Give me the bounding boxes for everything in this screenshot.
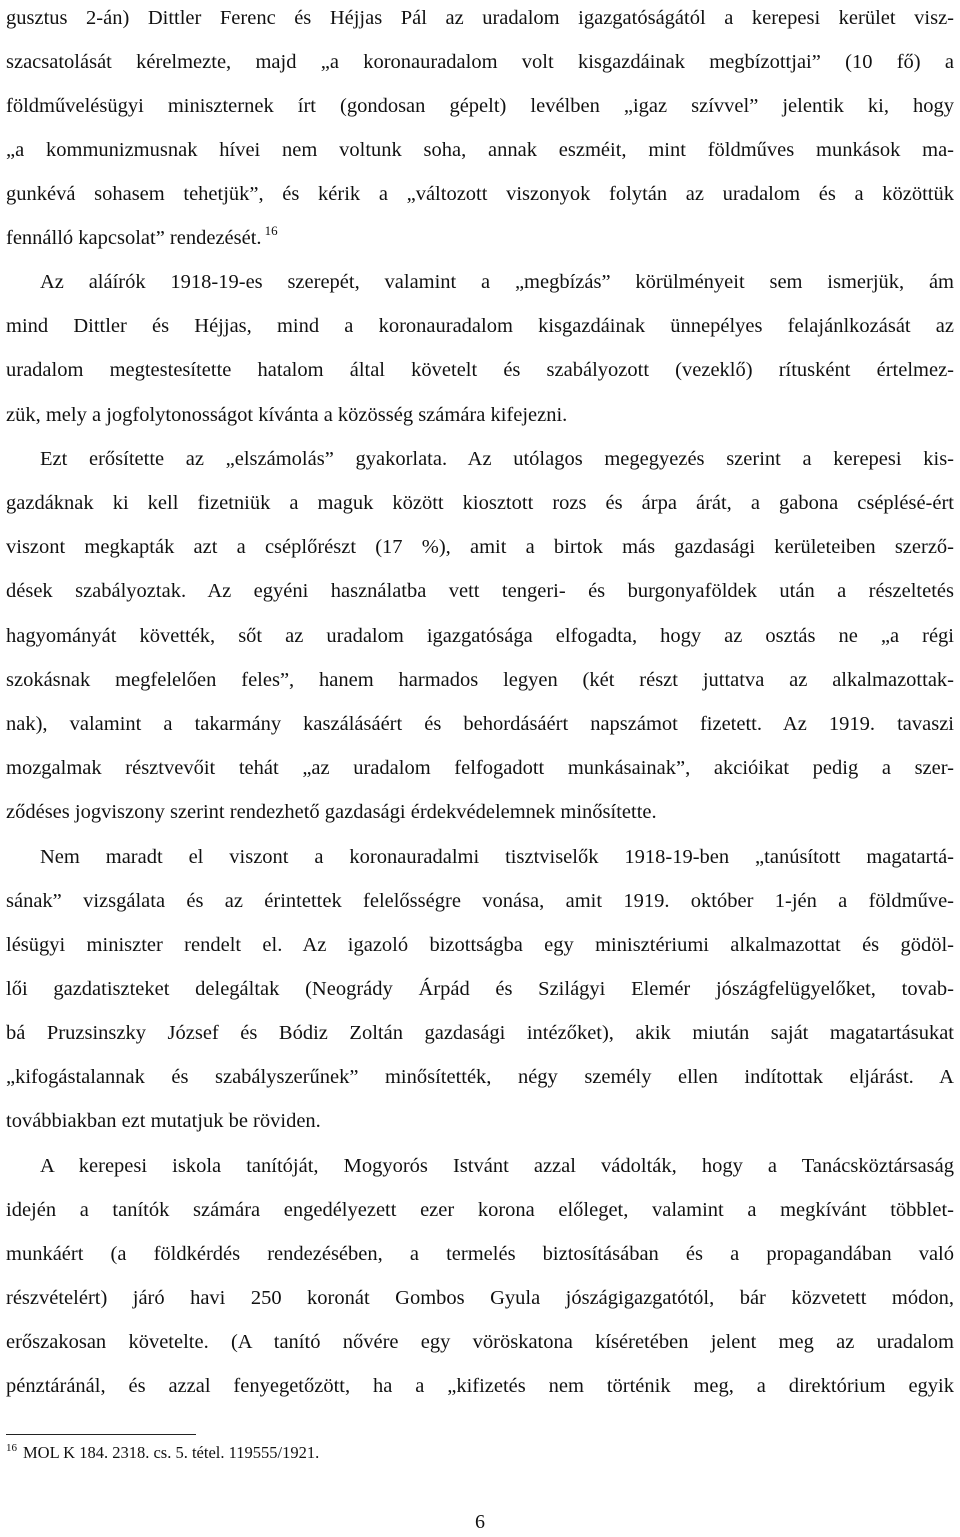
text-line: mozgalmak résztvevőit tehát „az uradalom felfogadott munkásainak”, akcióikat pedig a szer- bbox=[6, 757, 954, 779]
text-line: dések szabályoztak. Az egyéni használatba vett tengeri- és burgonyaföldek után a részeltetés bbox=[6, 580, 954, 602]
text-line: hagyományát követték, sőt az uradalom igazgatósága elfogadta, hogy az osztás ne „a régi bbox=[6, 625, 954, 647]
text-line: nak), valamint a takarmány kaszálásáért és behordásáért napszámot fizetett. Az 1919. tavaszi bbox=[6, 713, 954, 735]
text-line: gusztus 2-án) Dittler Ferenc és Héjjas Pál az uradalom igazgatóságától a kerepesi kerület visz- bbox=[6, 7, 954, 29]
text-line: zük, mely a jogfolytonosságot kívánta a közösség számára kifejezni. bbox=[6, 404, 568, 426]
text-line: uradalom megtestesítette hatalom által követelt és szabályozott (vezeklő) rítusként értelmez- bbox=[6, 359, 954, 381]
footnote-reference: 16 bbox=[264, 223, 278, 238]
text-line: munkáért (a földkérdés rendezésében, a termelés biztosításában és a propagandában való bbox=[6, 1243, 954, 1265]
text-line: Nem maradt el viszont a koronauradalmi tisztviselők 1918-19-ben „tanúsított magatartá- bbox=[40, 846, 954, 868]
text-line: „kifogástalannak és szabályszerűnek” minősítették, négy személy ellen indítottak eljárást. A bbox=[6, 1066, 954, 1088]
text-line: sának” vizsgálata és az érintettek felelősségre vonása, amit 1919. október 1-jén a földműve- bbox=[6, 890, 954, 912]
text-line: ződéses jogviszony szerint rendezhető gazdasági érdekvédelemnek minősítette. bbox=[6, 801, 657, 823]
text-line: viszont megkapták azt a cséplőrészt (17 %), amit a birtok más gazdasági kerületeiben szerző- bbox=[6, 536, 954, 558]
text-line: bá Pruzsinszky József és Bódiz Zoltán gazdasági intézőket), akik miután saját magatartásukat bbox=[6, 1022, 954, 1044]
text-line: Ezt erősítette az „elszámolás” gyakorlata. Az utólagos megegyezés szerint a kerepesi kis- bbox=[40, 448, 954, 470]
text-line: erőszakosan követelte. (A tanító nővére egy vöröskatona kíséretében jelent meg az uradalom bbox=[6, 1331, 954, 1353]
text-line: mind Dittler és Héjjas, mind a koronauradalom kisgazdáinak ünnepélyes felajánlkozását az bbox=[6, 315, 954, 337]
text-line: lői gazdatiszteket delegáltak (Neogrády Árpád és Szilágyi Elemér jószágfelügyelőket, tovab- bbox=[6, 978, 954, 1000]
text-line: részvételért) járó havi 250 koronát Gombos Gyula jószágigazgatótól, bár közvetett módon, bbox=[6, 1287, 954, 1309]
footnote-separator bbox=[6, 1434, 196, 1435]
text-line: A kerepesi iskola tanítóját, Mogyorós Istvánt azzal vádolták, hogy a Tanácsköztársaság bbox=[40, 1155, 954, 1177]
text-line: gunkévá sohasem tehetjük”, és kérik a „változott viszonyok folytán az uradalom és a közöttük bbox=[6, 183, 954, 205]
text-line: „a kommunizmusnak hívei nem voltunk soha, annak eszméit, mint földműves munkások ma- bbox=[6, 139, 954, 161]
page-number: 6 bbox=[475, 1511, 485, 1533]
text-line: továbbiakban ezt mutatjuk be röviden. bbox=[6, 1110, 321, 1132]
text-line: Az aláírók 1918-19-es szerepét, valamint a „megbízás” körülményeit sem ismerjük, ám bbox=[40, 271, 954, 293]
footnote-text: MOL K 184. 2318. cs. 5. tétel. 119555/1921. bbox=[23, 1443, 320, 1462]
text-line: szacsatolását kérelmezte, majd „a koronauradalom volt kisgazdáinak megbízottjai” (10 fő) a bbox=[6, 51, 954, 73]
footnote-number: 16 bbox=[6, 1442, 17, 1454]
text-line: idején a tanítók számára engedélyezett ezer korona előleget, valamint a megkívánt többlet- bbox=[6, 1199, 954, 1221]
text-line: földművelésügyi miniszternek írt (gondosan gépelt) levélben „igaz szívvel” jelentik ki, hogy bbox=[6, 95, 954, 117]
text-line: fennálló kapcsolat” rendezését. $^{16}$ bbox=[6, 223, 278, 249]
text-line: gazdáknak ki kell fizetniük a maguk között kiosztott rozs és árpa árát, a gabona cséplésé-ért bbox=[6, 492, 954, 514]
footnote bbox=[6, 1440, 319, 1468]
text-line: szokásnak megfelelően feles”, hanem harmados legyen (két részt juttatva az alkalmazottak- bbox=[6, 669, 954, 691]
text-line: lésügyi miniszter rendelt el. Az igazoló bizottságba egy minisztériumi alkalmazottat és gödöl- bbox=[6, 934, 954, 956]
text-line: pénztáránál, és azzal fenyegetőzött, ha a „kifizetés nem történik meg, a direktórium egyik bbox=[6, 1375, 954, 1397]
